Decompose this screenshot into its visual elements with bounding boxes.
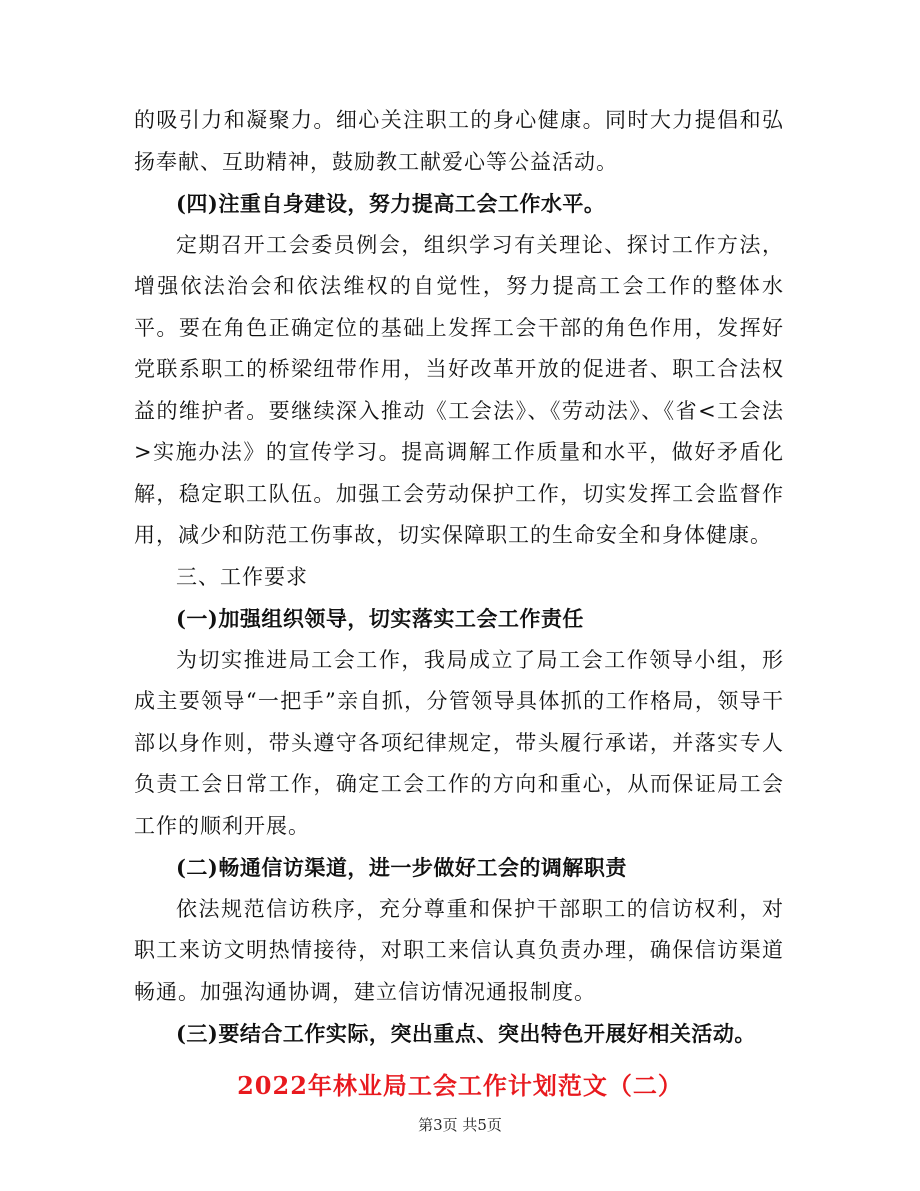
paragraph-self-building: 定期召开工会委员例会，组织学习有关理论、探讨工作方法，增强依法治会和依法维权的自觉性，努力提高工会工作的整体水平。要在角色正确定位的基础上发挥工会干部的角色作用，发挥好党联系职工的桥梁纽带作用，当好改革开放的促进者、职工合法权益的维护者。要继续深入推动《工会法》、《劳动法》、《省<工会法>实施办法》的宣传学习。提高调解工作质量和水平，做好矛盾化解，稳定职工队伍。加强工会劳动保护工作，切实发挥工会监督作用，减少和防范工伤事故，切实保障职工的生命安全和身体健康。 <box>134 232 784 547</box>
subheading-1: (一)加强组织领导，切实落实工会工作责任 <box>176 606 584 631</box>
subheading-4: (四)注重自身建设，努力提高工会工作水平。 <box>176 191 606 216</box>
next-document-title: 2022年林业局工会工作计划范文（二） <box>237 1071 683 1100</box>
paragraph-leadership: 为切实推进局工会工作，我局成立了局工会工作领导小组，形成主要领导“一把手”亲自抓，分管领导具体抓的工作格局，领导干部以身作则，带头遵守各项纪律规定，带头履行承诺，并落实专人负责工会日常工作，确定工会工作的方向和重心，从而保证局工会工作的顺利开展。 <box>134 647 784 838</box>
section-heading-requirements: 三、工作要求 <box>176 564 308 589</box>
paragraph-continuation: 的吸引力和凝聚力。细心关注职工的身心健康。同时大力提倡和弘扬奉献、互助精神，鼓励教工献爱心等公益活动。 <box>134 108 784 174</box>
subheading-3: (三)要结合工作实际，突出重点、突出特色开展好相关活动。 <box>176 1021 756 1046</box>
page-footer: 第3页 共5页 <box>418 1116 502 1134</box>
subheading-2: (二)畅通信访渠道，进一步做好工会的调解职责 <box>176 855 627 880</box>
paragraph-petition: 依法规范信访秩序，充分尊重和保护干部职工的信访权利，对职工来访文明热情接待，对职工来信认真负责办理，确保信访渠道畅通。加强沟通协调，建立信访情况通报制度。 <box>134 896 784 1004</box>
document-body <box>134 100 784 1055</box>
